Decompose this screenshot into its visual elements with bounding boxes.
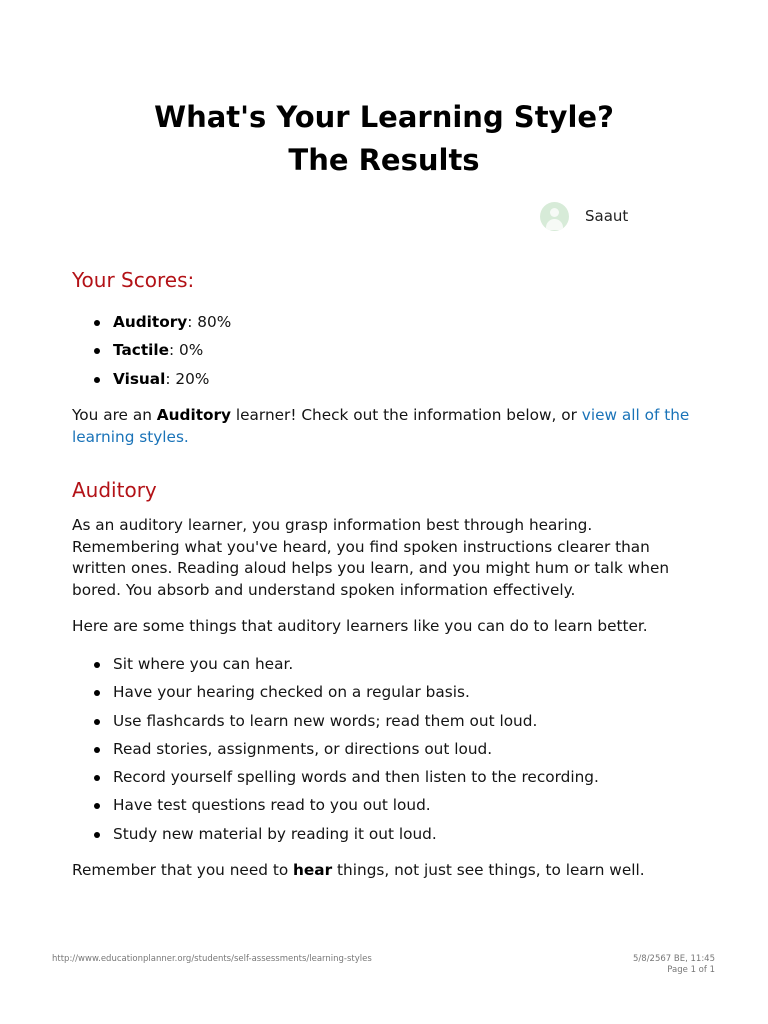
- tip-item: Have your hearing checked on a regular basis.: [113, 681, 702, 709]
- learning-styles-link[interactable]: view all of the learning styles.: [72, 406, 690, 446]
- score-value: : 20%: [165, 369, 210, 388]
- tip-item: Read stories, assignments, or directions out loud.: [113, 738, 702, 766]
- page-title: [0, 96, 768, 182]
- score-item: [113, 339, 702, 367]
- footer-meta: [633, 954, 715, 976]
- tips-intro: Here are some things that auditory learners like you can do to learn better.: [72, 617, 648, 635]
- result-middle: learner! Check out the information below, or: [231, 406, 582, 424]
- score-value: : 80%: [187, 313, 232, 331]
- scores-list: [72, 311, 702, 396]
- tips-list: [72, 653, 702, 851]
- footer-datetime: 5/8/2567 BE, 11:45: [633, 954, 715, 964]
- auditory-description: As an auditory learner, you grasp information best through hearing. Remembering what you've heard, you find spoken instructions clearer than written ones. Reading aloud helps you learn, and you might hum or talk when bored. You absorb and understand spoken information effectively.: [72, 516, 670, 599]
- footer-page-number: Page 1 of 1: [667, 965, 715, 975]
- title-line-1: What's Your Learning Style?: [154, 100, 614, 134]
- closing-suffix: things, not just see things, to learn well.: [332, 861, 645, 879]
- score-label: Visual: [113, 369, 166, 388]
- tip-item: Use flashcards to learn new words; read them out loud.: [113, 710, 702, 738]
- result-style: Auditory: [156, 406, 232, 424]
- score-item: [113, 368, 702, 396]
- score-item: [113, 311, 702, 339]
- auditory-heading: Auditory: [72, 478, 157, 502]
- score-label: Auditory: [113, 313, 188, 331]
- tip-item: Sit where you can hear.: [113, 653, 702, 681]
- closing-prefix: Remember that you need to: [72, 861, 294, 879]
- tip-item: Study new material by reading it out loud.: [113, 823, 702, 851]
- score-label: Tactile: [113, 341, 170, 360]
- score-value: : 0%: [169, 341, 204, 360]
- closing-paragraph: [72, 860, 702, 882]
- closing-bold: hear: [293, 861, 333, 879]
- result-prefix: You are an: [72, 406, 157, 424]
- author-name: Saaut: [585, 207, 629, 225]
- footer-url: http://www.educationplanner.org/students/self-assessments/learning-styles: [52, 954, 372, 964]
- title-line-2: The Results: [288, 143, 480, 177]
- scores-heading: Your Scores:: [72, 268, 195, 292]
- tip-item: Record yourself spelling words and then listen to the recording.: [113, 766, 702, 794]
- result-paragraph: [72, 405, 702, 448]
- tip-item: Have test questions read to you out loud.: [113, 794, 702, 822]
- avatar-icon: [540, 202, 569, 231]
- author-info: [540, 201, 628, 231]
